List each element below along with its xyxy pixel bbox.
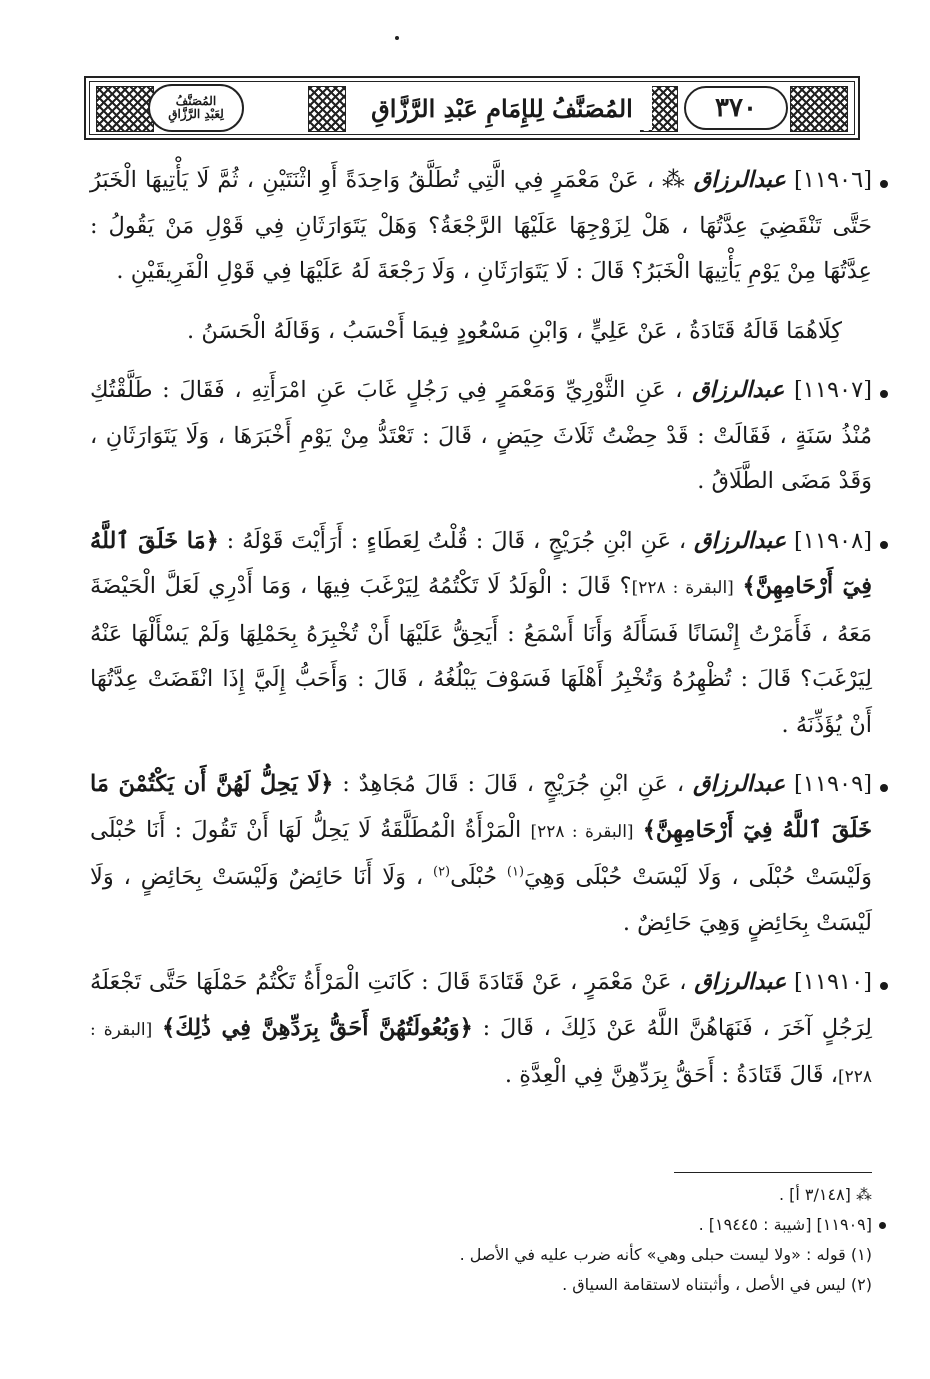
- footnote-source: [300, 1210, 872, 1240]
- hadith-entry-11906: [90, 158, 872, 295]
- entry-bullet: [880, 180, 888, 188]
- entry-text: ، عَنِ الثَّوْرِيِّ وَمَعْمَرٍ فِي رَجُلٍ غَابَ عَنِ امْرَأَتِهِ ، فَقَالَ : طَلَّقْتُكِ مُنْذُ سَنَةٍ ، فَقَالَتْ : قَدْ حِضْتُ ثَلَاثَ حِيَضٍ ، قَالَ : تَعْتَدُّ مِنْ يَوْمِ أَخْبَرَهَا ، وَلَا يَتَوَارَثَانِ ، وَقَدْ مَضَى الطَّلَاقُ .: [90, 377, 872, 494]
- logo-line-2: لِعَبْدِ الرَّزَّاقِ: [168, 107, 224, 121]
- main-text: [90, 158, 872, 1115]
- footnote-marker-2[interactable]: (٢): [432, 864, 451, 880]
- quran-verse: ﴿وَبُعُولَتُهُنَّ أَحَقُّ بِرَدِّهِنَّ فِي ذَٰلِكَ﴾: [162, 1014, 473, 1041]
- footnote-marker-1[interactable]: (١): [506, 864, 525, 880]
- entry-bullet: [880, 390, 888, 398]
- quran-verse: ﴿مَا خَلَقَ ٱللَّهُ فِيٓ أَرْحَامِهِنَّ﴾: [90, 527, 872, 599]
- ornament-left: [96, 86, 154, 132]
- entry-text: ؟ قَالَ : الْوَلَدُ لَا تَكْتُمُهُ لِيَرْغَبَ فِيهَا ، وَمَا أَدْرِي لَعَلَّ الْحَيْضَةَ مَعَهُ ، فَأَمَرْتُ إِنْسَانًا فَسَأَلَهُ وَأَنَا أَسْمَعُ : أَيَحِقُّ عَلَيْهَا أَنْ تُخْبِرَهُ بِحَمْلِهَا وَلَمْ يَسْأَلْهَا عَنْهُ لِيَرْغَبَ؟ قَالَ : تُظْهِرُهُ وَتُخْبِرُ أَهْلَهَا فَسَوْفَ يَبْلُغُهُ ، قَالَ : وَأَحَبُّ إِلَيَّ إِذَا انْقَضَتْ عِدَّتُهَا أَنْ يُؤَذِّنَهُ .: [90, 573, 872, 738]
- entry-paragraph: [90, 519, 872, 749]
- page-number: ٣٧٠: [715, 93, 757, 123]
- entry-number: [١١٩٠٧]: [794, 377, 873, 403]
- verse-reference: [البقرة : ٢٢٨]: [631, 578, 734, 598]
- entry-text: ، عَنِ ابْنِ جُرَيْجٍ ، قَالَ : قَالَ مُجَاهِدٌ :: [342, 771, 685, 797]
- entry-text: ، عَنِ ابْنِ جُرَيْجٍ ، قَالَ : قُلْتُ لِعَطَاءٍ : أَرَأَيْتَ قَوْلَهُ :: [226, 527, 687, 554]
- entry-bullet: [880, 982, 888, 990]
- entry-paragraph: [90, 158, 872, 295]
- logo-line-1: المُصَنَّفُ: [175, 94, 217, 109]
- entry-text: ، عَنْ مَعْمَرٍ ، عَنْ قَتَادَةَ قَالَ : كَانَتِ الْمَرْأَةُ تَكْتُمُ حَمْلَهَا حَتَّى تَجْعَلَهُ لِرَجُلٍ آخَرَ ، فَنَهَاهُنَّ اللَّهُ عَنْ ذَلِكَ ، قَالَ :: [90, 969, 873, 1041]
- footnote-1: (١) قوله : «ولا ليست حبلى وهي» كأنه ضرب عليه في الأصل .: [459, 1245, 872, 1264]
- book-logo: [148, 84, 244, 132]
- entry-paragraph: [90, 762, 872, 946]
- entry-bullet: [880, 784, 888, 792]
- page-header: [84, 76, 860, 140]
- verse-reference: [البقرة : ٢٢٨]: [530, 821, 634, 842]
- footnote-folio: ⁂ [٣/١٤٨ أ] .: [778, 1185, 872, 1204]
- header-title-box: [352, 86, 652, 130]
- book-title: المُصَنَّفُ لِلإِمَامِ عَبْدِ الرَّزَّاقِ: [371, 93, 633, 123]
- entry-author: عبدالرزاق: [694, 527, 787, 554]
- hadith-entry-11907: [90, 368, 872, 505]
- footnote-separator: [674, 1172, 872, 1173]
- entry-paragraph: [90, 960, 872, 1101]
- entry-number: [١١٩١٠]: [794, 969, 872, 995]
- quran-verse: ﴿لَا يَحِلُّ لَهُنَّ أَن يَكْتُمْنَ مَا خَلَقَ ٱللَّهُ فِيٓ أَرْحَامِهِنَّ﴾: [90, 771, 873, 843]
- entry-text: ⁂ ، عَنْ مَعْمَرٍ فِي الَّتِي تُطَلَّقُ وَاحِدَةً أَوِ اثْنَتَيْنِ ، ثُمَّ لَا يَأْتِيهَا الْخَبَرُ حَتَّى تَنْقَضِيَ عِدَّتُهَا ، هَلْ لِزَوْجِهَا عَلَيْهَا الرَّجْعَةُ؟ وَهَلْ يَتَوَارَثَانِ فِي قَوْلِ مَنْ يَقُولُ : عِدَّتُهَا مِنْ يَوْمِ يَأْتِيهَا الْخَبَرُ؟ قَالَ : لَا يَتَوَارَثَانِ ، وَلَا رَجْعَةَ لَهُ عَلَيْهَا فِي قَوْلِ الْفَرِيقَيْنِ .: [90, 167, 872, 284]
- ornament-right: [790, 86, 848, 132]
- top-dot-mark: [395, 36, 399, 40]
- hadith-entry-11908: [90, 519, 872, 749]
- entry-text: حُبْلَى: [450, 864, 498, 890]
- entry-number: [١١٩٠٩]: [794, 771, 873, 797]
- entry-text: ، وَلَا أَنَا حَائِضٌ وَلَيْسَتْ بِحَائِضٍ ، وَلَا لَيْسَتْ بِحَائِضٍ وَهِيَ حَائِضٌ .: [90, 864, 872, 936]
- entry-text: الْمَرْأَةُ الْمُطَلَّقَةُ لَا يَحِلُّ لَهَا أَنْ تَقُولَ : أَنَا حُبْلَى وَلَيْسَتْ حُبْلَى ، وَلَا لَيْسَتْ حُبْلَى وَهِيَ: [90, 816, 872, 890]
- entry-author: عبدالرزاق: [693, 771, 786, 797]
- footnote-2: (٢) ليس في الأصل ، وأثبتناه لاستقامة السياق .: [562, 1275, 872, 1294]
- verse-reference: [البقرة : ٢٢٨]: [90, 1019, 872, 1087]
- entry-number: [١١٩٠٨]: [794, 527, 872, 554]
- page-number-box: [684, 86, 788, 130]
- footnotes: [300, 1180, 872, 1300]
- hadith-entry-11909: [90, 762, 872, 946]
- footnote-source-text: [١١٩٠٩] [شيبة : ١٩٤٤٥] .: [698, 1215, 872, 1234]
- entry-author: عبدالرزاق: [694, 969, 787, 995]
- entry-bullet: [880, 541, 888, 549]
- entry-text: ، قَالَ قَتَادَةُ : أَحَقُّ بِرَدِّهِنَّ فِي الْعِدَّةِ .: [504, 1062, 838, 1088]
- hadith-entry-11910: [90, 960, 872, 1101]
- ornament-mid-left: [308, 86, 346, 132]
- footnote-bullet: [879, 1222, 886, 1229]
- entry-number: [١١٩٠٦]: [794, 167, 873, 193]
- entry-author: عبدالرزاق: [693, 167, 786, 193]
- entry-continuation: كِلَاهُمَا قَالَهُ قَتَادَةُ ، عَنْ عَلِيٍّ ، وَابْنِ مَسْعُودٍ فِيمَا أَحْسَبُ ، وَقَالَهُ الْحَسَنُ .: [187, 317, 842, 344]
- entry-author: عبدالرزاق: [692, 377, 785, 403]
- entry-paragraph: [90, 368, 872, 505]
